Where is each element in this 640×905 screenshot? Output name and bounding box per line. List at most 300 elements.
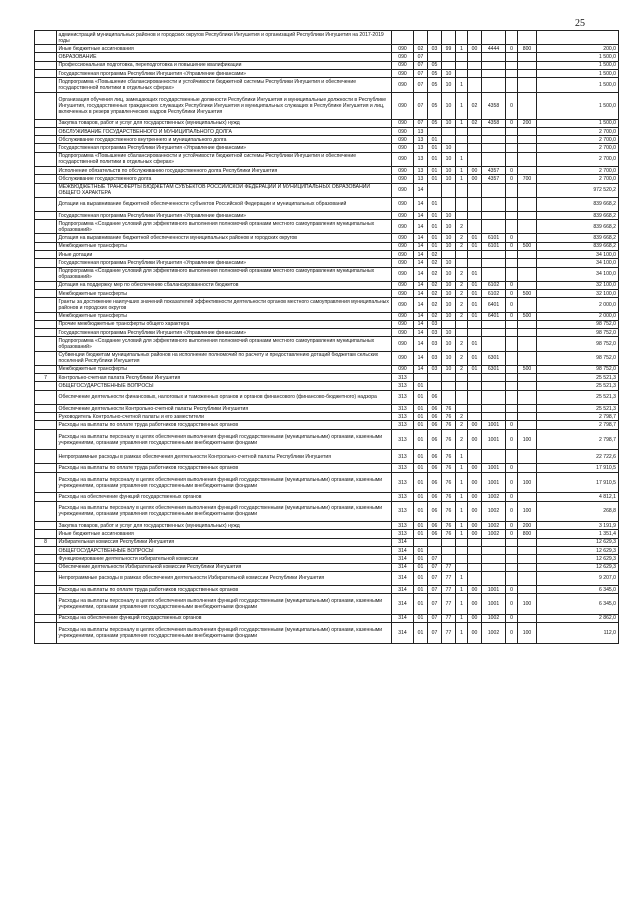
admin-code-cell: 090 — [392, 70, 414, 78]
direction-code-cell — [482, 571, 506, 585]
amount-cell: 6 345,0 — [537, 594, 619, 615]
activity-code-cell: 01 — [468, 298, 482, 312]
admin-code-cell: 313 — [392, 429, 414, 450]
expense-type-cell: 200 — [518, 522, 537, 530]
table-row — [35, 594, 619, 615]
activity-code-cell: 00 — [468, 493, 482, 501]
subprogram-code-cell: 1 — [456, 530, 468, 538]
amount-cell: 839 668,2 — [537, 211, 619, 219]
table-row — [35, 312, 619, 320]
direction-code-cell — [482, 555, 506, 563]
subprogram-code-cell — [456, 183, 468, 197]
section-code-cell: 01 — [414, 571, 428, 585]
row-number-cell — [35, 464, 57, 472]
activity-code-cell: 00 — [468, 421, 482, 429]
program-code-cell: 10 — [442, 78, 456, 92]
section-code-cell: 14 — [414, 298, 428, 312]
row-name-cell: Расходы на обеспечение функций государственных органов — [57, 614, 392, 622]
row-name-cell: Подпрограмма «Создание условий для эффективного выполнения полномочий органами местного самоуправления муниципальных образований» — [57, 337, 392, 351]
expense-type-cell — [518, 234, 537, 242]
subsection-code-cell: 06 — [428, 464, 442, 472]
row-number-cell — [35, 220, 57, 234]
program-code-cell: 76 — [442, 413, 456, 421]
row-name-cell: ОБЩЕГОСУДАРСТВЕННЫЕ ВОПРОСЫ — [57, 382, 392, 390]
admin-code-cell: 314 — [392, 571, 414, 585]
row-number-cell — [35, 290, 57, 298]
admin-code-cell: 313 — [392, 404, 414, 412]
row-name-cell: Государственная программа Республики Ингушетия «Управление финансами» — [57, 70, 392, 78]
row-number-cell — [35, 144, 57, 152]
direction-suffix-cell — [506, 555, 518, 563]
row-name-cell: ОБЩЕГОСУДАРСТВЕННЫЕ ВОПРОСЫ — [57, 546, 392, 554]
admin-code-cell: 090 — [392, 250, 414, 258]
row-name-cell: Иные бюджетные ассигнования — [57, 530, 392, 538]
direction-suffix-cell — [506, 390, 518, 404]
row-number-cell — [35, 183, 57, 197]
expense-type-cell — [518, 450, 537, 464]
direction-suffix-cell: 0 — [506, 429, 518, 450]
subsection-code-cell — [428, 53, 442, 61]
activity-code-cell: 00 — [468, 464, 482, 472]
direction-code-cell — [482, 144, 506, 152]
row-name-cell: Закупка товаров, работ и услуг для государственных (муниципальных) нужд — [57, 119, 392, 127]
activity-code-cell: 00 — [468, 530, 482, 538]
table-row — [35, 563, 619, 571]
program-code-cell: 76 — [442, 530, 456, 538]
direction-suffix-cell — [506, 183, 518, 197]
subsection-code-cell: 06 — [428, 404, 442, 412]
admin-code-cell: 090 — [392, 351, 414, 365]
subsection-code-cell: 06 — [428, 501, 442, 522]
direction-suffix-cell: 0 — [506, 530, 518, 538]
direction-code-cell: 1002 — [482, 501, 506, 522]
section-code-cell: 14 — [414, 211, 428, 219]
activity-code-cell: 00 — [468, 166, 482, 174]
activity-code-cell — [468, 538, 482, 546]
program-code-cell: 99 — [442, 45, 456, 53]
direction-code-cell — [482, 404, 506, 412]
table-row — [35, 53, 619, 61]
amount-cell: 839 668,2 — [537, 242, 619, 250]
program-code-cell: 76 — [442, 493, 456, 501]
expense-type-cell — [518, 546, 537, 554]
row-number-cell — [35, 197, 57, 211]
amount-cell: 3 191,9 — [537, 522, 619, 530]
amount-cell: 1 500,0 — [537, 70, 619, 78]
section-code-cell: 01 — [414, 493, 428, 501]
program-code-cell — [442, 390, 456, 404]
subprogram-code-cell — [456, 320, 468, 328]
row-name-cell: Непрограммные расходы в рамках обеспечения деятельности Избирательной комиссии Республики Ингушетия — [57, 571, 392, 585]
admin-code-cell: 313 — [392, 382, 414, 390]
subsection-code-cell: 02 — [428, 281, 442, 289]
admin-code-cell: 090 — [392, 298, 414, 312]
section-code-cell: 07 — [414, 92, 428, 119]
direction-suffix-cell: 0 — [506, 421, 518, 429]
direction-suffix-cell: 0 — [506, 175, 518, 183]
subsection-code-cell: 03 — [428, 329, 442, 337]
section-code-cell: 13 — [414, 144, 428, 152]
row-name-cell: Расходы на выплаты персоналу в целях обеспечения выполнения функций государственными (муниципальными) органами, казенными учреждениями, органами управления государственными внебюджетными фондами — [57, 623, 392, 644]
program-code-cell — [442, 53, 456, 61]
admin-code-cell: 090 — [392, 242, 414, 250]
direction-suffix-cell — [506, 546, 518, 554]
expense-type-cell — [518, 404, 537, 412]
table-row — [35, 183, 619, 197]
amount-cell: 268,8 — [537, 501, 619, 522]
program-code-cell: 77 — [442, 571, 456, 585]
section-code-cell: 14 — [414, 312, 428, 320]
row-name-cell: Закупка товаров, работ и услуг для государственных (муниципальных) нужд — [57, 522, 392, 530]
direction-suffix-cell: 0 — [506, 234, 518, 242]
activity-code-cell — [468, 320, 482, 328]
expense-type-cell — [518, 563, 537, 571]
section-code-cell: 01 — [414, 472, 428, 493]
section-code-cell: 01 — [414, 429, 428, 450]
direction-suffix-cell — [506, 404, 518, 412]
subprogram-code-cell: 1 — [456, 152, 468, 166]
program-code-cell — [442, 374, 456, 382]
row-name-cell: Обеспечение деятельности Контрольно-счетной палаты Республики Ингушетия — [57, 404, 392, 412]
amount-cell: 1 500,0 — [537, 61, 619, 69]
table-row — [35, 281, 619, 289]
activity-code-cell — [468, 390, 482, 404]
row-name-cell: Дотации на выравнивание бюджетной обеспеченности субъектов Российской Федерации и муниципальных образований — [57, 197, 392, 211]
row-name-cell: Межбюджетные трансферты — [57, 365, 392, 373]
table-row — [35, 546, 619, 554]
table-row — [35, 337, 619, 351]
subsection-code-cell: 03 — [428, 337, 442, 351]
program-code-cell: 10 — [442, 329, 456, 337]
direction-code-cell — [482, 546, 506, 554]
row-name-cell: Прочие межбюджетные трансферты общего характера — [57, 320, 392, 328]
table-row — [35, 119, 619, 127]
subprogram-code-cell: 1 — [456, 450, 468, 464]
row-name-cell: Расходы на выплаты персоналу в целях обеспечения выполнения функций государственными (муниципальными) органами, казенными учреждениями, органами управления государственными внебюджетными фондами — [57, 501, 392, 522]
amount-cell: 25 521,3 — [537, 382, 619, 390]
table-row — [35, 127, 619, 135]
direction-suffix-cell — [506, 53, 518, 61]
direction-code-cell — [482, 329, 506, 337]
subsection-code-cell: 01 — [428, 175, 442, 183]
direction-suffix-cell — [506, 127, 518, 135]
admin-code-cell: 313 — [392, 522, 414, 530]
table-row — [35, 555, 619, 563]
expense-type-cell — [518, 538, 537, 546]
subsection-code-cell: 06 — [428, 472, 442, 493]
subsection-code-cell: 01 — [428, 234, 442, 242]
table-row — [35, 571, 619, 585]
direction-code-cell — [482, 197, 506, 211]
row-name-cell: Дотация на выравнивание бюджетной обеспеченности муниципальных районов и городских округов — [57, 234, 392, 242]
section-code-cell: 14 — [414, 351, 428, 365]
row-number-cell — [35, 351, 57, 365]
activity-code-cell: 01 — [468, 234, 482, 242]
subprogram-code-cell — [456, 144, 468, 152]
section-code-cell: 13 — [414, 152, 428, 166]
amount-cell — [537, 31, 619, 45]
subsection-code-cell: 06 — [428, 429, 442, 450]
direction-suffix-cell: 0 — [506, 298, 518, 312]
expense-type-cell — [518, 586, 537, 594]
budget-table-container — [34, 30, 618, 644]
subprogram-code-cell — [456, 374, 468, 382]
section-code-cell: 01 — [414, 530, 428, 538]
subprogram-code-cell — [456, 555, 468, 563]
row-number-cell — [35, 365, 57, 373]
direction-code-cell — [482, 320, 506, 328]
table-row — [35, 390, 619, 404]
section-code-cell: 01 — [414, 586, 428, 594]
amount-cell: 1 500,0 — [537, 53, 619, 61]
subsection-code-cell — [428, 127, 442, 135]
activity-code-cell — [468, 211, 482, 219]
direction-code-cell — [482, 250, 506, 258]
subprogram-code-cell: 2 — [456, 290, 468, 298]
subsection-code-cell: 01 — [428, 166, 442, 174]
row-name-cell: Расходы на обеспечение функций государственных органов — [57, 493, 392, 501]
program-code-cell: 10 — [442, 290, 456, 298]
section-code-cell: 07 — [414, 78, 428, 92]
direction-suffix-cell — [506, 197, 518, 211]
subsection-code-cell: 03 — [428, 320, 442, 328]
activity-code-cell: 01 — [468, 290, 482, 298]
subprogram-code-cell: 2 — [456, 242, 468, 250]
subprogram-code-cell — [456, 329, 468, 337]
program-code-cell: 77 — [442, 586, 456, 594]
amount-cell: 112,0 — [537, 623, 619, 644]
table-row — [35, 429, 619, 450]
section-code-cell: 14 — [414, 197, 428, 211]
activity-code-cell — [468, 563, 482, 571]
table-row — [35, 250, 619, 258]
program-code-cell: 10 — [442, 152, 456, 166]
table-row — [35, 586, 619, 594]
table-row — [35, 472, 619, 493]
direction-suffix-cell: 0 — [506, 312, 518, 320]
section-code-cell: 14 — [414, 183, 428, 197]
section-code-cell: 07 — [414, 119, 428, 127]
activity-code-cell — [468, 329, 482, 337]
direction-code-cell: 6401 — [482, 298, 506, 312]
amount-cell: 2 700,0 — [537, 136, 619, 144]
table-row — [35, 197, 619, 211]
table-row — [35, 70, 619, 78]
subprogram-code-cell: 1 — [456, 571, 468, 585]
direction-suffix-cell: 0 — [506, 119, 518, 127]
direction-suffix-cell — [506, 337, 518, 351]
activity-code-cell — [468, 53, 482, 61]
row-number-cell — [35, 450, 57, 464]
table-row — [35, 45, 619, 53]
direction-code-cell: 6401 — [482, 312, 506, 320]
row-name-cell: Гранты за достижение наилучших значений показателей эффективности деятельности органов местного самоуправления муниципальных районов и городских округов — [57, 298, 392, 312]
subprogram-code-cell — [456, 70, 468, 78]
program-code-cell: 10 — [442, 337, 456, 351]
program-code-cell: 77 — [442, 563, 456, 571]
subprogram-code-cell: 2 — [456, 351, 468, 365]
row-number-cell — [35, 267, 57, 281]
program-code-cell: 10 — [442, 92, 456, 119]
expense-type-cell: 100 — [518, 501, 537, 522]
direction-code-cell: 1001 — [482, 594, 506, 615]
admin-code-cell: 314 — [392, 546, 414, 554]
direction-code-cell: 1002 — [482, 614, 506, 622]
section-code-cell: 14 — [414, 250, 428, 258]
row-name-cell: Государственная программа Республики Ингушетия «Управление финансами» — [57, 144, 392, 152]
expense-type-cell: 500 — [518, 312, 537, 320]
direction-suffix-cell: 0 — [506, 472, 518, 493]
table-row — [35, 234, 619, 242]
row-number-cell — [35, 472, 57, 493]
direction-code-cell — [482, 382, 506, 390]
amount-cell: 34 100,0 — [537, 250, 619, 258]
program-code-cell: 10 — [442, 144, 456, 152]
admin-code-cell: 090 — [392, 290, 414, 298]
row-number-cell — [35, 382, 57, 390]
activity-code-cell: 02 — [468, 92, 482, 119]
row-number-cell — [35, 429, 57, 450]
row-name-cell: Расходы на выплаты по оплате труда работников государственных органов — [57, 464, 392, 472]
row-number-cell — [35, 563, 57, 571]
program-code-cell — [442, 136, 456, 144]
program-code-cell: 10 — [442, 312, 456, 320]
program-code-cell — [442, 546, 456, 554]
row-name-cell: Государственная программа Республики Ингушетия «Управление финансами» — [57, 259, 392, 267]
activity-code-cell: 00 — [468, 614, 482, 622]
subsection-code-cell — [428, 382, 442, 390]
table-row — [35, 329, 619, 337]
direction-code-cell — [482, 390, 506, 404]
subprogram-code-cell: 2 — [456, 234, 468, 242]
admin-code-cell: 314 — [392, 538, 414, 546]
direction-suffix-cell — [506, 571, 518, 585]
section-code-cell: 01 — [414, 623, 428, 644]
subsection-code-cell: 07 — [428, 555, 442, 563]
section-code-cell: 14 — [414, 281, 428, 289]
row-name-cell: Функционирование деятельности избирательной комиссии — [57, 555, 392, 563]
activity-code-cell: 02 — [468, 119, 482, 127]
activity-code-cell — [468, 136, 482, 144]
admin-code-cell: 090 — [392, 45, 414, 53]
subsection-code-cell: 01 — [428, 144, 442, 152]
expense-type-cell: 100 — [518, 623, 537, 644]
subprogram-code-cell: 1 — [456, 92, 468, 119]
direction-suffix-cell: 0 — [506, 45, 518, 53]
amount-cell: 2 798,7 — [537, 429, 619, 450]
program-code-cell: 10 — [442, 351, 456, 365]
table-row — [35, 404, 619, 412]
expense-type-cell — [518, 413, 537, 421]
amount-cell: 2 798,7 — [537, 421, 619, 429]
amount-cell: 34 100,0 — [537, 259, 619, 267]
program-code-cell — [442, 183, 456, 197]
row-number-cell — [35, 337, 57, 351]
activity-code-cell — [468, 259, 482, 267]
direction-suffix-cell — [506, 61, 518, 69]
activity-code-cell — [468, 78, 482, 92]
direction-suffix-cell — [506, 450, 518, 464]
expense-type-cell — [518, 211, 537, 219]
subprogram-code-cell: 1 — [456, 166, 468, 174]
table-row — [35, 242, 619, 250]
table-row — [35, 623, 619, 644]
row-number-cell — [35, 31, 57, 45]
expense-type-cell — [518, 351, 537, 365]
admin-code-cell: 090 — [392, 61, 414, 69]
subsection-code-cell: 05 — [428, 61, 442, 69]
section-code-cell: 13 — [414, 175, 428, 183]
direction-code-cell — [482, 374, 506, 382]
expense-type-cell: 500 — [518, 290, 537, 298]
direction-suffix-cell — [506, 413, 518, 421]
row-number-cell — [35, 298, 57, 312]
admin-code-cell: 090 — [392, 320, 414, 328]
activity-code-cell: 00 — [468, 429, 482, 450]
subsection-code-cell: 01 — [428, 220, 442, 234]
direction-code-cell — [482, 70, 506, 78]
program-code-cell: 10 — [442, 166, 456, 174]
admin-code-cell: 090 — [392, 152, 414, 166]
table-row — [35, 351, 619, 365]
table-row — [35, 290, 619, 298]
admin-code-cell: 314 — [392, 563, 414, 571]
row-name-cell: ОБРАЗОВАНИЕ — [57, 53, 392, 61]
section-code-cell: 07 — [414, 61, 428, 69]
table-row — [35, 259, 619, 267]
table-row — [35, 320, 619, 328]
direction-suffix-cell — [506, 250, 518, 258]
row-number-cell: 8 — [35, 538, 57, 546]
row-number-cell — [35, 53, 57, 61]
direction-suffix-cell: 0 — [506, 586, 518, 594]
subsection-code-cell: 05 — [428, 70, 442, 78]
activity-code-cell — [468, 127, 482, 135]
direction-code-cell — [482, 61, 506, 69]
direction-code-cell: 6102 — [482, 290, 506, 298]
page-number: 25 — [575, 18, 585, 29]
subprogram-code-cell: 1 — [456, 594, 468, 615]
row-number-cell — [35, 546, 57, 554]
subprogram-code-cell — [456, 382, 468, 390]
subprogram-code-cell — [456, 546, 468, 554]
activity-code-cell: 01 — [468, 312, 482, 320]
subsection-code-cell: 03 — [428, 45, 442, 53]
row-name-cell: Расходы на выплаты персоналу в целях обеспечения выполнения функций государственными (муниципальными) органами, казенными учреждениями, органами управления государственными внебюджетными фондами — [57, 472, 392, 493]
direction-suffix-cell — [506, 152, 518, 166]
section-code-cell: 07 — [414, 53, 428, 61]
subsection-code-cell — [428, 374, 442, 382]
program-code-cell: 76 — [442, 522, 456, 530]
direction-code-cell: 4357 — [482, 166, 506, 174]
table-row — [35, 413, 619, 421]
table-row — [35, 78, 619, 92]
row-number-cell — [35, 152, 57, 166]
row-name-cell: Обеспечение деятельности Избирательной комиссии Республики Ингушетия — [57, 563, 392, 571]
admin-code-cell: 090 — [392, 211, 414, 219]
direction-code-cell: 4358 — [482, 119, 506, 127]
direction-suffix-cell — [506, 136, 518, 144]
subsection-code-cell: 01 — [428, 152, 442, 166]
row-number-cell — [35, 413, 57, 421]
expense-type-cell: 200 — [518, 119, 537, 127]
activity-code-cell: 00 — [468, 472, 482, 493]
program-code-cell — [442, 555, 456, 563]
expense-type-cell — [518, 614, 537, 622]
admin-code-cell: 313 — [392, 501, 414, 522]
direction-suffix-cell — [506, 220, 518, 234]
section-code-cell: 01 — [414, 413, 428, 421]
